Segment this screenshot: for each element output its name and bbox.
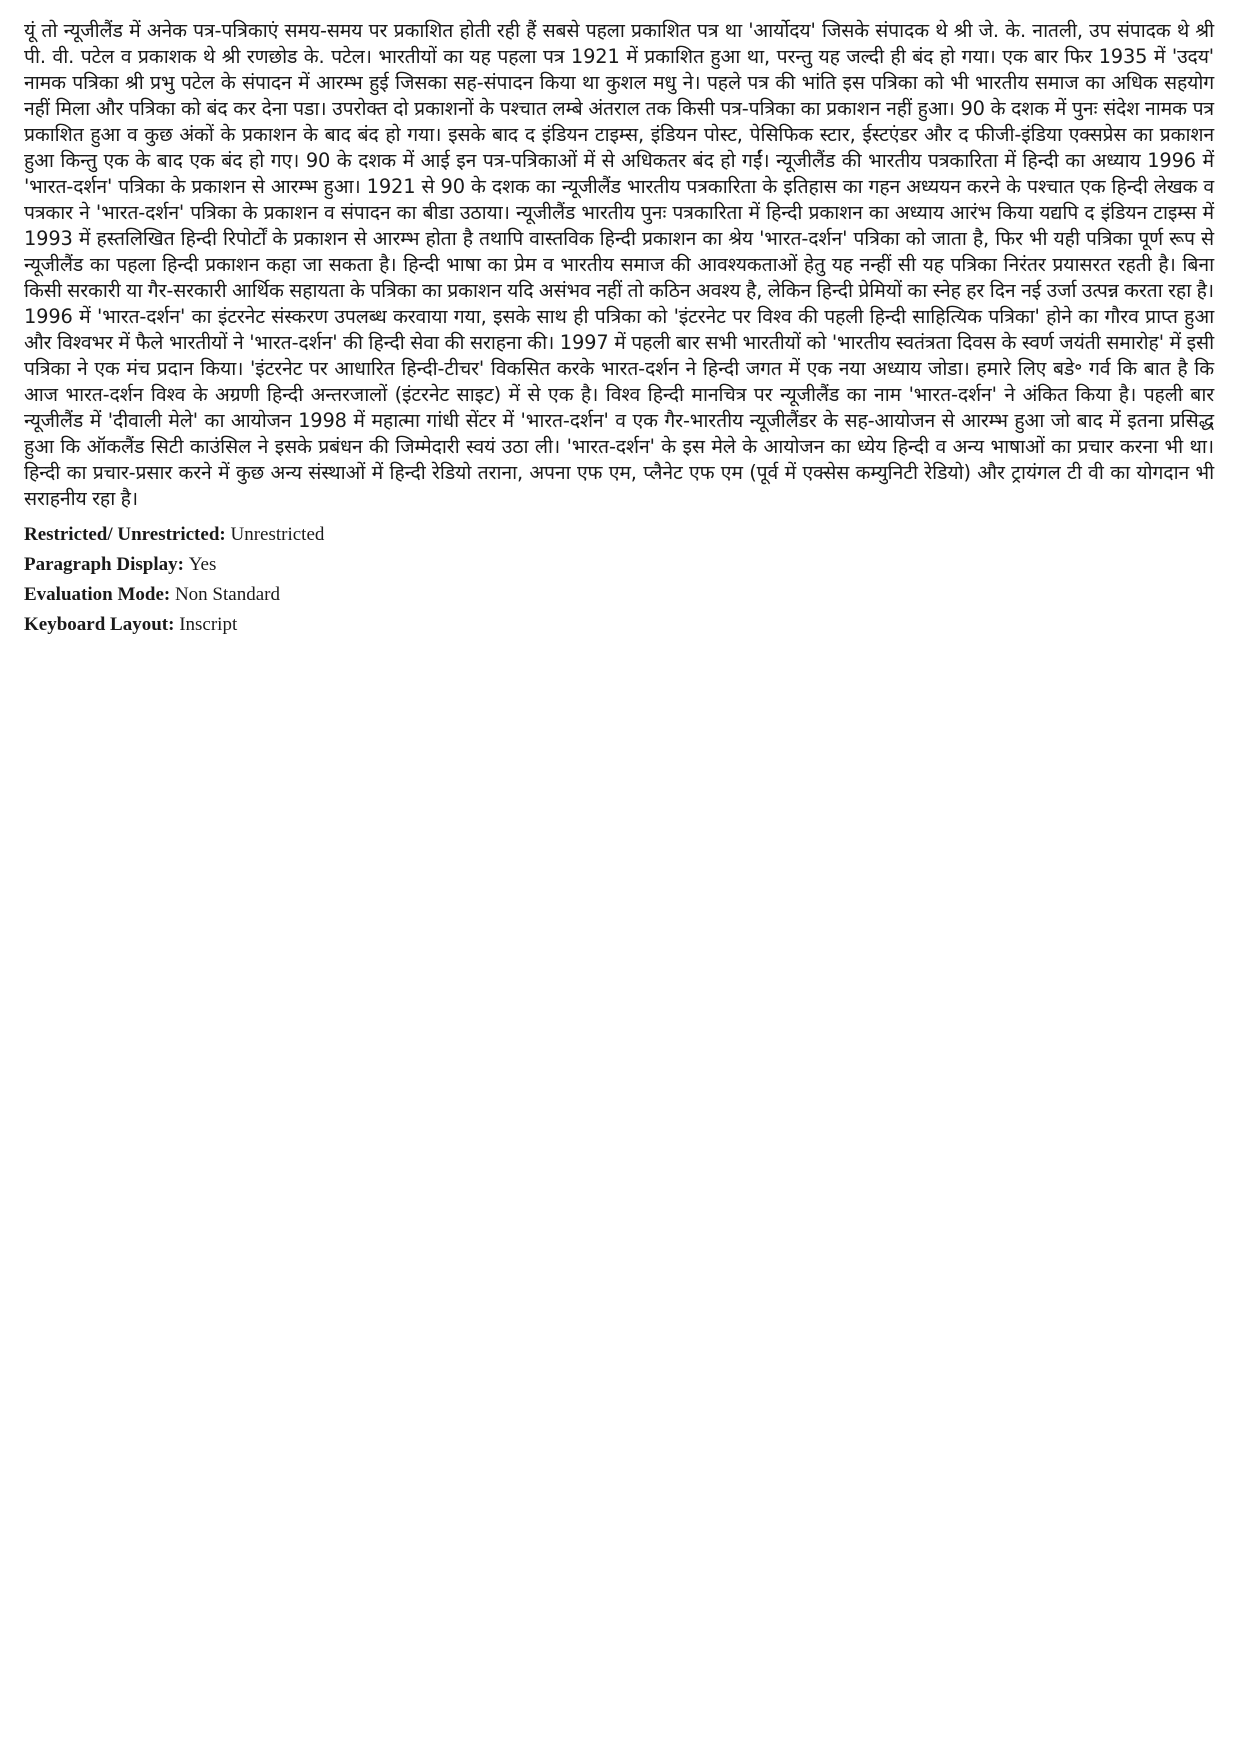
paragraph-display-label: Paragraph Display: (24, 554, 189, 575)
evaluation-mode-label: Evaluation Mode: (24, 584, 175, 605)
restriction-label: Restricted/ Unrestricted: (24, 524, 231, 545)
document-page (24, 18, 1214, 640)
hindi-passage: यूं तो न्यूजीलैंड में अनेक पत्र-पत्रिकाएं समय-समय पर प्रकाशित होती रही हैं सबसे पहला प्रकाशित पत्र था 'आर्योदय' जिसके संपादक थे श्री जे. के. नातली, उप संपादक थे श्री पी. वी. पटेल व प्रकाशक थे श्री रणछोड के. पटेल। भारतीयों का यह पहला पत्र 1921 में प्रकाशित हुआ था, परन्तु यह जल्दी ही बंद हो गया। एक बार फिर 1935 में 'उदय' नामक पत्रिका श्री प्रभु पटेल के संपादन में आरम्भ हुई जिसका सह-संपादन किया था कुशल मधु ने। पहले पत्र की भांति इस पत्रिका को भी भारतीय समाज का अधिक सहयोग नहीं मिला और पत्रिका को बंद कर देना पडा। उपरोक्त दो प्रकाशनों के पश्चात लम्बे अंतराल तक किसी पत्र-पत्रिका का प्रकाशन नहीं हुआ। 90 के दशक में पुनः संदेश नामक पत्र प्रकाशित हुआ व कुछ अंकों के प्रकाशन के बाद बंद हो गया। इसके बाद द इंडियन टाइम्स, इंडियन पोस्ट, पेसिफिक स्टार, ईस्टएंडर और द फीजी-इंडिया एक्सप्रेस का प्रकाशन हुआ किन्तु एक के बाद एक बंद हो गए। 90 के दशक में आई इन पत्र-पत्रिकाओं में से अधिकतर बंद हो गईं। न्यूजीलैंड की भारतीय पत्रकारिता में हिन्दी का अध्याय 1996 में 'भारत-दर्शन' पत्रिका के प्रकाशन से आरम्भ हुआ। 1921 से 90 के दशक का न्यूजीलैंड भारतीय पत्रकारिता के इतिहास का गहन अध्ययन करने के पश्चात एक हिन्दी लेखक व पत्रकार ने 'भारत-दर्शन' पत्रिका के प्रकाशन व संपादन का बीडा उठाया। न्यूजीलैंड भारतीय पुनः पत्रकारिता में हिन्दी प्रकाशन का अध्याय आरंभ किया यद्यपि द इंडियन टाइम्स में 1993 में हस्तलिखित हिन्दी रिपोर्टों के प्रकाशन से आरम्भ होता है तथापि वास्तविक हिन्दी प्रकाशन का श्रेय 'भारत-दर्शन' पत्रिका को जाता है, फिर भी यही पत्रिका पूर्ण रूप से न्यूजीलैंड का पहला हिन्दी प्रकाशन कहा जा सकता है। हिन्दी भाषा का प्रेम व भारतीय समाज की आवश्यकताओं हेतु यह नन्हीं सी यह पत्रिका निरंतर प्रयासरत रहती है। बिना किसी सरकारी या गैर-सरकारी आर्थिक सहायता के पत्रिका का प्रकाशन यदि असंभव नहीं तो कठिन अवश्य है, लेकिन हिन्दी प्रेमियों का स्नेह हर दिन नई उर्जा उत्पन्न करता रहा है। 1996 में 'भारत-दर्शन' का इंटरनेट संस्करण उपलब्ध करवाया गया, इसके साथ ही पत्रिका को 'इंटरनेट पर विश्व की पहली हिन्दी साहित्यिक पत्रिका' होने का गौरव प्राप्त हुआ और विश्वभर में फैले भारतीयों ने 'भारत-दर्शन' की हिन्दी सेवा की सराहना की। 1997 में पहली बार सभी भारतीयों को 'भारतीय स्वतंत्रता दिवस के स्वर्ण जयंती समारोह' में इसी पत्रिका ने एक मंच प्रदान किया। 'इंटरनेट पर आधारित हिन्दी-टीचर' विकसित करके भारत-दर्शन ने हिन्दी जगत में एक नया अध्याय जोडा। हमारे लिए बडे॰ गर्व कि बात है कि आज भारत-दर्शन विश्व के अग्रणी हिन्दी अन्तरजालों (इंटरनेट साइट) में से एक है। विश्व हिन्दी मानचित्र पर न्यूजीलैंड का नाम 'भारत-दर्शन' ने अंकित किया है। पहली बार न्यूजीलैंड में 'दीवाली मेले' का आयोजन 1998 में महात्मा गांधी सेंटर में 'भारत-दर्शन' व एक गैर-भारतीय न्यूजीलैंडर के सह-आयोजन से आरम्भ हुआ जो बाद में इतना प्रसिद्ध हुआ कि ऑकलैंड सिटी काउंसिल ने इसके प्रबंधन की जिम्मेदारी स्वयं उठा ली। 'भारत-दर्शन' के इस मेले के आयोजन का ध्येय हिन्दी व अन्य भाषाओं का प्रचार करना भी था। हिन्दी का प्रचार-प्रसार करने में कुछ अन्य संस्थाओं में हिन्दी रेडियो तराना, अपना एफ एम, प्लैनेट एफ एम (पूर्व में एक्सेस कम्युनिटी रेडियो) और ट्रायंगल टी वी का योगदान भी सराहनीय रहा है। (24, 19, 1214, 510)
restriction-row (24, 520, 1214, 550)
paragraph-display-row (24, 550, 1214, 580)
test-settings (24, 520, 1214, 640)
paragraph-display-value: Yes (188, 554, 217, 575)
evaluation-mode-row (24, 580, 1214, 610)
keyboard-layout-row (24, 610, 1214, 640)
restriction-value: Unrestricted (230, 524, 325, 545)
keyboard-layout-value: Inscript (179, 614, 238, 635)
evaluation-mode-value: Non Standard (174, 584, 280, 605)
keyboard-layout-label: Keyboard Layout: (24, 614, 180, 635)
